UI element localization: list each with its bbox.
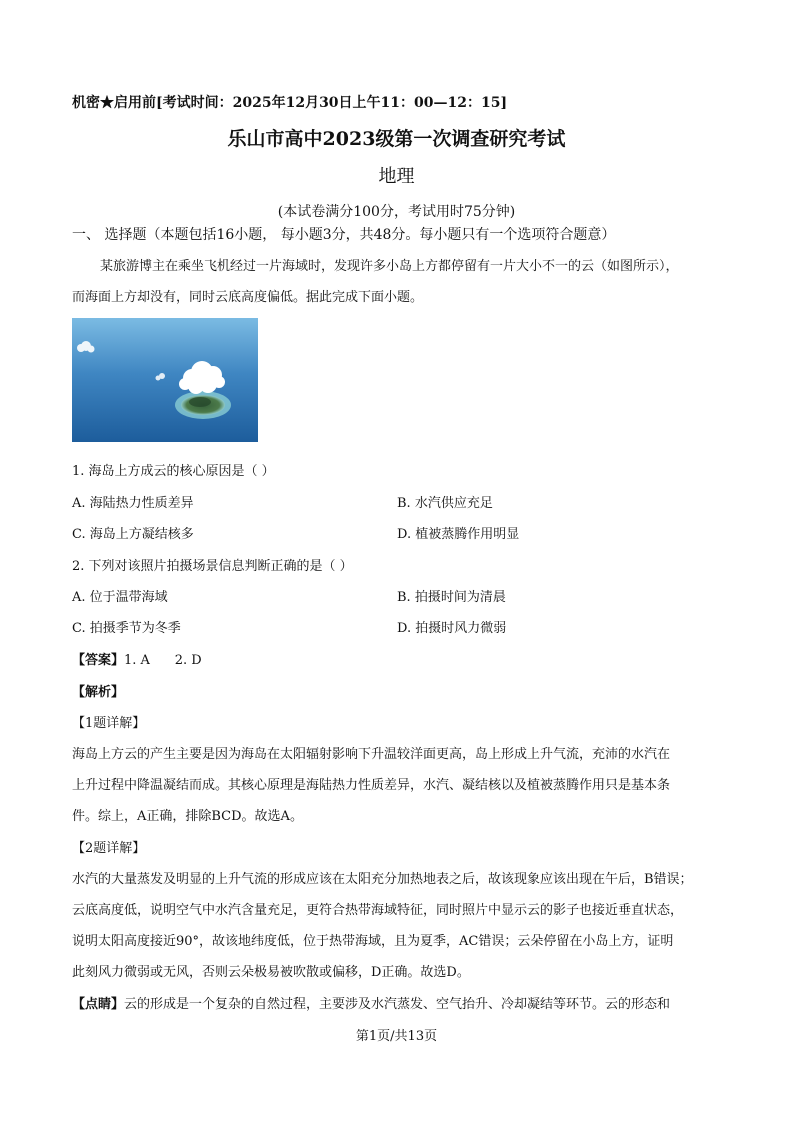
q1-option-b: B. 水汽供应充足 <box>397 496 493 511</box>
answer-text: 1. A 2. D <box>124 653 202 668</box>
exam-title: 乐山市高中2023级第一次调查研究考试 <box>227 128 566 150</box>
tip-label: 【点睛】 <box>72 997 125 1012</box>
exam-info: (本试卷满分100分，考试用时75分钟) <box>277 204 516 220</box>
answer-line <box>72 649 202 668</box>
q1-option-a: A. 海陆热力性质差异 <box>72 496 194 511</box>
analysis-label: 【解析】 <box>72 685 125 700</box>
question-1-stem: 1. 海岛上方成云的核心原因是（ ） <box>72 464 275 479</box>
detail-1-line-2: 上升过程中降温凝结而成。其核心原理是海陆热力性质差异，水汽、凝结核以及植被蒸腾作用只是基本条 <box>72 778 671 793</box>
page-number: 第1页/共13页 <box>355 1029 438 1044</box>
detail-2-line-2: 云底高度低，说明空气中水汽含量充足，更符合热带海域特征，同时照片中显示云的影子也接近垂直状态， <box>72 903 684 918</box>
section-heading: 一、 选择题（本题包括16小题， 每小题3分，共48分。每小题只有一个选项符合题意） <box>72 227 616 243</box>
question-2-stem: 2. 下列对该照片拍摄场景信息判断正确的是（ ） <box>72 559 353 574</box>
tip-text: 云的形成是一个复杂的自然过程，主要涉及水汽蒸发、空气抬升、冷却凝结等环节。云的形态和 <box>124 997 671 1012</box>
subject-title: 地理 <box>378 166 415 187</box>
q2-option-c: C. 拍摄季节为冬季 <box>72 621 181 636</box>
detail-2-line-3: 说明太阳高度接近90°，故该地纬度低，位于热带海域，且为夏季，AC错误；云朵停留在小岛上方，证明 <box>72 934 674 949</box>
tip-line <box>72 993 670 1012</box>
answer-label: 【答案】 <box>72 653 125 668</box>
q1-option-c: C. 海岛上方凝结核多 <box>72 527 194 542</box>
intro-line-1: 某旅游博主在乘坐飞机经过一片海域时，发现许多小岛上方都停留有一片大小不一的云（如图所示）， <box>100 259 679 274</box>
q2-option-a: A. 位于温带海域 <box>72 590 168 605</box>
q2-option-b: B. 拍摄时间为清晨 <box>397 590 506 605</box>
detail-1-line-1: 海岛上方云的产生主要是因为海岛在太阳辐射影响下升温较洋面更高，岛上形成上升气流，充沛的水汽在 <box>72 747 671 762</box>
detail-1-heading: 【1题详解】 <box>72 716 146 731</box>
q2-option-d: D. 拍摄时风力微弱 <box>397 621 507 636</box>
island-cloud-photo <box>72 318 258 442</box>
detail-1-line-3: 件。综上，A正确，排除BCD。故选A。 <box>72 809 303 824</box>
detail-2-line-1: 水汽的大量蒸发及明显的上升气流的形成应该在太阳充分加热地表之后，故该现象应该出现在午后，B错误； <box>72 872 693 887</box>
confidential-line: 机密★启用前[考试时间：2025年12月30日上午11：00—12：15] <box>72 95 508 111</box>
q1-option-d: D. 植被蒸腾作用明显 <box>397 527 520 542</box>
detail-2-heading: 【2题详解】 <box>72 841 146 856</box>
detail-2-line-4: 此刻风力微弱或无风，否则云朵极易被吹散或偏移，D正确。故选D。 <box>72 965 470 980</box>
intro-line-2: 而海面上方却没有，同时云底高度偏低。据此完成下面小题。 <box>72 290 424 305</box>
